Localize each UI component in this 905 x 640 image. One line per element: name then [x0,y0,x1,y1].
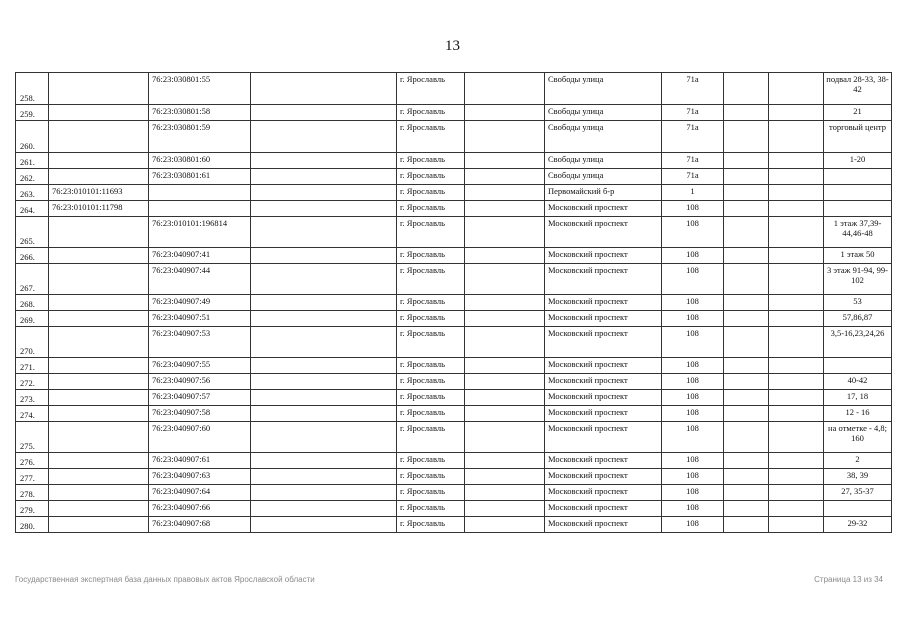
empty-cell [724,201,769,217]
cadastral-number-land [49,121,149,153]
premises-note-cell [824,358,892,374]
empty-cell [251,327,397,358]
city-cell: г. Ярославль [397,217,465,248]
house-number-cell: 108 [662,248,724,264]
street-cell: Московский проспект [545,485,662,501]
cadastral-number-premises: 76:23:040907:55 [149,358,251,374]
cadastral-number-land [49,485,149,501]
premises-note-cell: 17, 18 [824,390,892,406]
empty-cell [465,105,545,121]
premises-note-cell: 21 [824,105,892,121]
empty-cell [769,169,824,185]
row-number: 260. [16,121,49,153]
empty-cell [769,153,824,169]
empty-cell [251,105,397,121]
empty-cell [251,153,397,169]
row-number: 271. [16,358,49,374]
cadastral-number-premises: 76:23:040907:58 [149,406,251,422]
row-number: 258. [16,73,49,105]
city-cell: г. Ярославль [397,248,465,264]
empty-cell [251,248,397,264]
premises-note-cell: на отметке - 4,8; 160 [824,422,892,453]
city-cell: г. Ярославль [397,422,465,453]
cadastral-number-land [49,169,149,185]
empty-cell [465,517,545,533]
empty-cell [769,390,824,406]
empty-cell [251,501,397,517]
street-cell: Московский проспект [545,422,662,453]
row-number: 280. [16,517,49,533]
empty-cell [769,422,824,453]
table-row [16,153,892,169]
cadastral-number-premises: 76:23:030801:59 [149,121,251,153]
empty-cell [724,501,769,517]
premises-note-cell: 27, 35-37 [824,485,892,501]
premises-note-cell: 1 этаж 50 [824,248,892,264]
house-number-cell: 71а [662,121,724,153]
street-cell: Московский проспект [545,264,662,295]
house-number-cell: 108 [662,295,724,311]
premises-note-cell: 3 этаж 91-94, 99-102 [824,264,892,295]
table-row [16,73,892,105]
street-cell: Первомайский б-р [545,185,662,201]
street-cell: Свободы улица [545,121,662,153]
cadastral-number-premises: 76:23:030801:61 [149,169,251,185]
empty-cell [251,358,397,374]
cadastral-number-land: 76:23:010101:11693 [49,185,149,201]
city-cell: г. Ярославль [397,406,465,422]
empty-cell [769,185,824,201]
street-cell: Московский проспект [545,201,662,217]
cadastral-number-land: 76:23:010101:11798 [49,201,149,217]
table-row [16,248,892,264]
empty-cell [251,121,397,153]
table-row [16,453,892,469]
empty-cell [251,406,397,422]
city-cell: г. Ярославль [397,169,465,185]
row-number: 262. [16,169,49,185]
empty-cell [465,201,545,217]
empty-cell [465,217,545,248]
empty-cell [251,169,397,185]
city-cell: г. Ярославль [397,295,465,311]
cadastral-number-premises [149,201,251,217]
cadastral-number-premises: 76:23:040907:49 [149,295,251,311]
empty-cell [465,406,545,422]
cadastral-number-premises [149,185,251,201]
cadastral-number-premises: 76:23:030801:60 [149,153,251,169]
house-number-cell: 71а [662,153,724,169]
premises-note-cell [824,169,892,185]
empty-cell [251,469,397,485]
empty-cell [724,517,769,533]
house-number-cell: 108 [662,406,724,422]
table-row [16,501,892,517]
empty-cell [465,311,545,327]
house-number-cell: 108 [662,327,724,358]
empty-cell [465,501,545,517]
empty-cell [465,169,545,185]
city-cell: г. Ярославль [397,327,465,358]
empty-cell [769,201,824,217]
premises-note-cell [824,201,892,217]
street-cell: Московский проспект [545,517,662,533]
city-cell: г. Ярославль [397,453,465,469]
empty-cell [769,358,824,374]
row-number: 272. [16,374,49,390]
table-row [16,390,892,406]
city-cell: г. Ярославль [397,153,465,169]
cadastral-number-premises: 76:23:040907:53 [149,327,251,358]
premises-note-cell: 2 [824,453,892,469]
premises-note-cell [824,185,892,201]
house-number-cell: 1 [662,185,724,201]
empty-cell [769,295,824,311]
empty-cell [724,185,769,201]
table-row [16,121,892,153]
empty-cell [724,453,769,469]
table-body [16,73,892,533]
table-row [16,422,892,453]
house-number-cell: 108 [662,311,724,327]
house-number-cell: 108 [662,453,724,469]
table-row [16,374,892,390]
cadastral-number-land [49,311,149,327]
cadastral-number-land [49,105,149,121]
row-number: 266. [16,248,49,264]
cadastral-number-land [49,374,149,390]
street-cell: Московский проспект [545,248,662,264]
house-number-cell: 108 [662,264,724,295]
empty-cell [251,264,397,295]
empty-cell [251,311,397,327]
house-number-cell: 108 [662,501,724,517]
empty-cell [465,185,545,201]
city-cell: г. Ярославль [397,469,465,485]
cadastral-number-premises: 76:23:040907:61 [149,453,251,469]
cadastral-number-premises: 76:23:040907:41 [149,248,251,264]
house-number-cell: 71а [662,73,724,105]
empty-cell [465,422,545,453]
city-cell: г. Ярославль [397,358,465,374]
empty-cell [769,517,824,533]
empty-cell [769,501,824,517]
street-cell: Московский проспект [545,390,662,406]
empty-cell [724,311,769,327]
premises-note-cell: торговый центр [824,121,892,153]
city-cell: г. Ярославль [397,501,465,517]
cadastral-number-land [49,327,149,358]
footer-source: Государственная экспертная база данных правовых актов Ярославской области [15,575,315,584]
premises-note-cell: 29-32 [824,517,892,533]
street-cell: Московский проспект [545,358,662,374]
empty-cell [251,73,397,105]
empty-cell [769,121,824,153]
city-cell: г. Ярославль [397,73,465,105]
empty-cell [251,517,397,533]
cadastral-number-land [49,73,149,105]
cadastral-number-land [49,295,149,311]
city-cell: г. Ярославль [397,374,465,390]
premises-note-cell: 53 [824,295,892,311]
cadastral-number-land [49,517,149,533]
street-cell: Московский проспект [545,311,662,327]
cadastral-number-land [49,248,149,264]
cadastral-number-land [49,453,149,469]
empty-cell [251,453,397,469]
table-row [16,217,892,248]
empty-cell [724,406,769,422]
empty-cell [724,153,769,169]
row-number: 275. [16,422,49,453]
table-row [16,169,892,185]
cadastral-number-premises: 76:23:040907:68 [149,517,251,533]
house-number-cell: 108 [662,217,724,248]
table-row [16,358,892,374]
empty-cell [769,264,824,295]
cadastral-number-land [49,217,149,248]
empty-cell [465,295,545,311]
row-number: 277. [16,469,49,485]
empty-cell [769,469,824,485]
city-cell: г. Ярославль [397,517,465,533]
empty-cell [724,73,769,105]
city-cell: г. Ярославль [397,105,465,121]
row-number: 269. [16,311,49,327]
cadastral-number-premises: 76:23:040907:44 [149,264,251,295]
cadastral-number-premises: 76:23:040907:60 [149,422,251,453]
row-number: 270. [16,327,49,358]
row-number: 268. [16,295,49,311]
empty-cell [465,248,545,264]
cadastral-number-premises: 76:23:040907:56 [149,374,251,390]
empty-cell [769,311,824,327]
empty-cell [465,390,545,406]
empty-cell [724,469,769,485]
city-cell: г. Ярославль [397,390,465,406]
empty-cell [724,358,769,374]
empty-cell [724,327,769,358]
cadastral-number-land [49,153,149,169]
table-row [16,105,892,121]
premises-note-cell: подвал 28-33, 38-42 [824,73,892,105]
row-number: 263. [16,185,49,201]
row-number: 273. [16,390,49,406]
table-row [16,185,892,201]
empty-cell [724,264,769,295]
empty-cell [251,201,397,217]
table-row [16,201,892,217]
city-cell: г. Ярославль [397,264,465,295]
empty-cell [724,422,769,453]
empty-cell [465,469,545,485]
house-number-cell: 108 [662,485,724,501]
house-number-cell: 108 [662,390,724,406]
row-number: 259. [16,105,49,121]
empty-cell [251,185,397,201]
house-number-cell: 108 [662,201,724,217]
empty-cell [724,169,769,185]
premises-note-cell: 3,5-16,23,24,26 [824,327,892,358]
empty-cell [724,248,769,264]
street-cell: Московский проспект [545,327,662,358]
street-cell: Московский проспект [545,501,662,517]
city-cell: г. Ярославль [397,121,465,153]
empty-cell [724,217,769,248]
street-cell: Московский проспект [545,406,662,422]
empty-cell [724,295,769,311]
cadastral-number-premises: 76:23:030801:55 [149,73,251,105]
street-cell: Свободы улица [545,153,662,169]
empty-cell [724,121,769,153]
empty-cell [465,73,545,105]
empty-cell [769,327,824,358]
empty-cell [465,374,545,390]
city-cell: г. Ярославль [397,485,465,501]
empty-cell [724,390,769,406]
empty-cell [251,485,397,501]
table-row [16,264,892,295]
cadastral-number-premises: 76:23:010101:196814 [149,217,251,248]
empty-cell [251,374,397,390]
page-number: 13 [445,38,460,54]
street-cell: Московский проспект [545,469,662,485]
premises-note-cell: 12 - 16 [824,406,892,422]
empty-cell [465,485,545,501]
empty-cell [769,105,824,121]
house-number-cell: 108 [662,469,724,485]
table-row [16,327,892,358]
cadastral-number-premises: 76:23:040907:63 [149,469,251,485]
house-number-cell: 108 [662,358,724,374]
street-cell: Московский проспект [545,217,662,248]
cadastral-number-premises: 76:23:030801:58 [149,105,251,121]
row-number: 264. [16,201,49,217]
house-number-cell: 108 [662,422,724,453]
house-number-cell: 71а [662,105,724,121]
cadastral-number-land [49,422,149,453]
street-cell: Свободы улица [545,169,662,185]
empty-cell [769,248,824,264]
table-row [16,469,892,485]
empty-cell [769,73,824,105]
cadastral-number-premises: 76:23:040907:57 [149,390,251,406]
cadastral-number-land [49,390,149,406]
house-number-cell: 108 [662,374,724,390]
city-cell: г. Ярославль [397,185,465,201]
cadastral-number-premises: 76:23:040907:64 [149,485,251,501]
house-number-cell: 108 [662,517,724,533]
row-number: 274. [16,406,49,422]
street-cell: Московский проспект [545,374,662,390]
empty-cell [251,217,397,248]
empty-cell [724,374,769,390]
table-row [16,311,892,327]
empty-cell [465,453,545,469]
street-cell: Московский проспект [545,295,662,311]
street-cell: Московский проспект [545,453,662,469]
empty-cell [465,121,545,153]
row-number: 265. [16,217,49,248]
table-row [16,295,892,311]
empty-cell [465,358,545,374]
city-cell: г. Ярославль [397,311,465,327]
empty-cell [769,485,824,501]
table-row [16,406,892,422]
empty-cell [465,264,545,295]
cadastral-number-land [49,469,149,485]
street-cell: Свободы улица [545,105,662,121]
cadastral-number-premises: 76:23:040907:66 [149,501,251,517]
row-number: 276. [16,453,49,469]
row-number: 279. [16,501,49,517]
footer-page-count: Страница 13 из 34 [814,575,883,584]
table-row [16,517,892,533]
table-row [16,485,892,501]
empty-cell [251,422,397,453]
street-cell: Свободы улица [545,73,662,105]
premises-note-cell [824,501,892,517]
house-number-cell: 71а [662,169,724,185]
premises-note-cell: 57,86,87 [824,311,892,327]
empty-cell [724,485,769,501]
row-number: 261. [16,153,49,169]
city-cell: г. Ярославль [397,201,465,217]
empty-cell [465,153,545,169]
empty-cell [769,217,824,248]
premises-note-cell: 1-20 [824,153,892,169]
empty-cell [769,406,824,422]
empty-cell [251,390,397,406]
cadastral-number-land [49,264,149,295]
empty-cell [251,295,397,311]
row-number: 278. [16,485,49,501]
premises-note-cell: 38, 39 [824,469,892,485]
empty-cell [724,105,769,121]
premises-note-cell: 40-42 [824,374,892,390]
empty-cell [769,374,824,390]
property-registry-table [15,72,892,533]
empty-cell [769,453,824,469]
row-number: 267. [16,264,49,295]
premises-note-cell: 1 этаж 37,39-44,46-48 [824,217,892,248]
cadastral-number-premises: 76:23:040907:51 [149,311,251,327]
empty-cell [465,327,545,358]
cadastral-number-land [49,406,149,422]
cadastral-number-land [49,358,149,374]
cadastral-number-land [49,501,149,517]
